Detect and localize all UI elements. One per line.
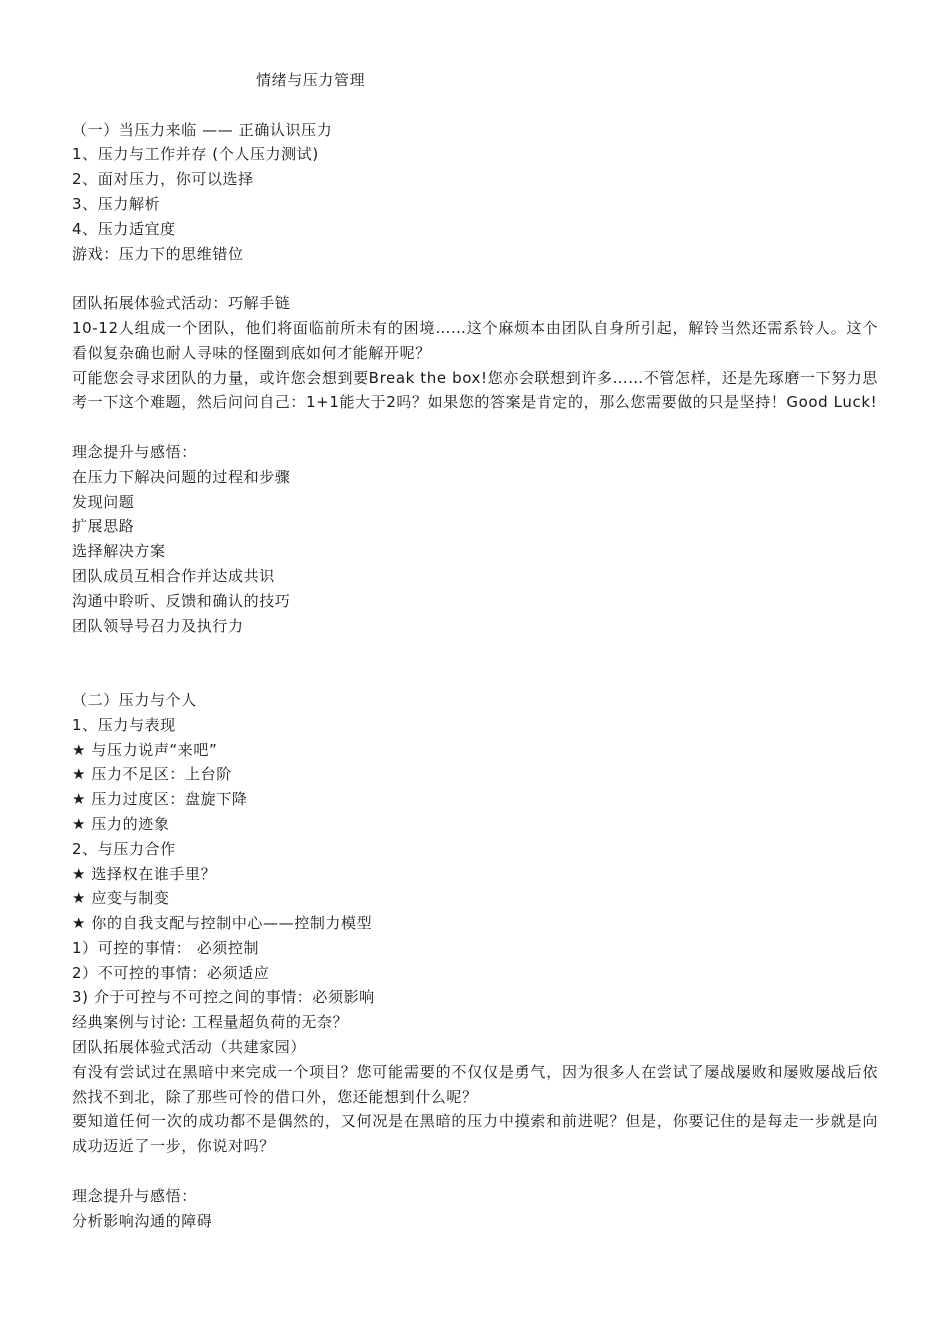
section-2-item: ★ 压力不足区：上台阶 [72,765,232,784]
section-2-item: ★ 压力的迹象 [72,814,170,833]
activity-paragraph: 有没有尝试过在黑暗中来完成一个项目？您可能需要的不仅仅是勇气，因为很多人在尝试了屡战屡败和屡败屡战后依然找不到北，除了那些可怜的借口外，您还能想到什么呢？ [72,1062,878,1106]
insight-item: 沟通中聆听、反馈和确认的技巧 [72,591,291,610]
section-2-item: ★ 选择权在谁手里？ [72,864,217,883]
document-title: 情绪与压力管理 [256,71,366,89]
insight-item: 在压力下解决问题的过程和步骤 [72,467,291,486]
section-2-item: ★ 你的自我支配与控制中心——控制力模型 [72,914,373,933]
section-2-item: 1）可控的事情： 必须控制 [72,938,260,957]
spacer [72,1159,878,1184]
insight-item: 扩展思路 [72,517,135,536]
section-2-item: ★ 压力过度区：盘旋下降 [72,790,248,809]
section-1-item: 1、压力与工作并存 (个人压力测试) [72,145,319,164]
insight-item: 选择解决方案 [72,542,166,561]
section-1-item: 4、压力适宜度 [72,219,176,238]
section-1-item: 3、压力解析 [72,194,161,213]
spacer [72,266,878,291]
activity-paragraph: 10-12人组成一个团队，他们将面临前所未有的困境……这个麻烦本由团队自身所引起，解铃当然还需系铃人。这个看似复杂确也耐人寻味的怪圈到底如何才能解开呢？ [72,318,878,362]
activity-title: 团队拓展体验式活动：巧解手链 [72,294,291,313]
section-2-item: 1、压力与表现 [72,715,176,734]
section-2-item: ★ 与压力说声“来吧” [72,740,218,759]
section-2-heading: （二）压力与个人 [72,690,197,709]
section-2-item: 3) 介于可控与不可控之间的事情：必须影响 [72,988,375,1007]
section-2-item: ★ 应变与制变 [72,889,170,908]
document-page [72,68,878,1233]
insight-item: 分析影响沟通的障碍 [72,1211,213,1230]
insight-heading: 理念提升与感悟： [72,442,197,461]
activity-paragraph: 要知道任何一次的成功都不是偶然的，又何况是在黑暗的压力中摸索和前进呢？但是，你要记住的是每走一步就是向成功迈近了一步，你说对吗？ [72,1112,878,1156]
section-1-heading: （一）当压力来临 —— 正确认识压力 [72,120,333,139]
section-1-item: 游戏：压力下的思维错位 [72,244,244,263]
spacer [72,93,878,118]
activity-paragraph: 可能您会寻求团队的力量，或许您会想到要Break the box!您亦会联想到许多……不管怎样，还是先琢磨一下努力思考一下这个难题，然后问问自己：1+1能大于2吗？如果您的答案是肯定的，那么您需要做的只是坚持！Good Luck! [72,368,878,412]
insight-item: 发现问题 [72,492,135,511]
insight-item: 团队领导号召力及执行力 [72,616,244,635]
section-2-item: 2）不可控的事情：必须适应 [72,963,270,982]
spacer [72,415,878,440]
section-2-item: 2、与压力合作 [72,839,176,858]
insight-heading: 理念提升与感悟： [72,1186,197,1205]
insight-item: 团队成员互相合作并达成共识 [72,566,275,585]
section-2-item: 团队拓展体验式活动（共建家园） [72,1038,307,1057]
spacer [72,638,878,688]
section-2-item: 经典案例与讨论: 工程量超负荷的无奈？ [72,1013,349,1032]
section-1-item: 2、面对压力，你可以选择 [72,170,254,189]
